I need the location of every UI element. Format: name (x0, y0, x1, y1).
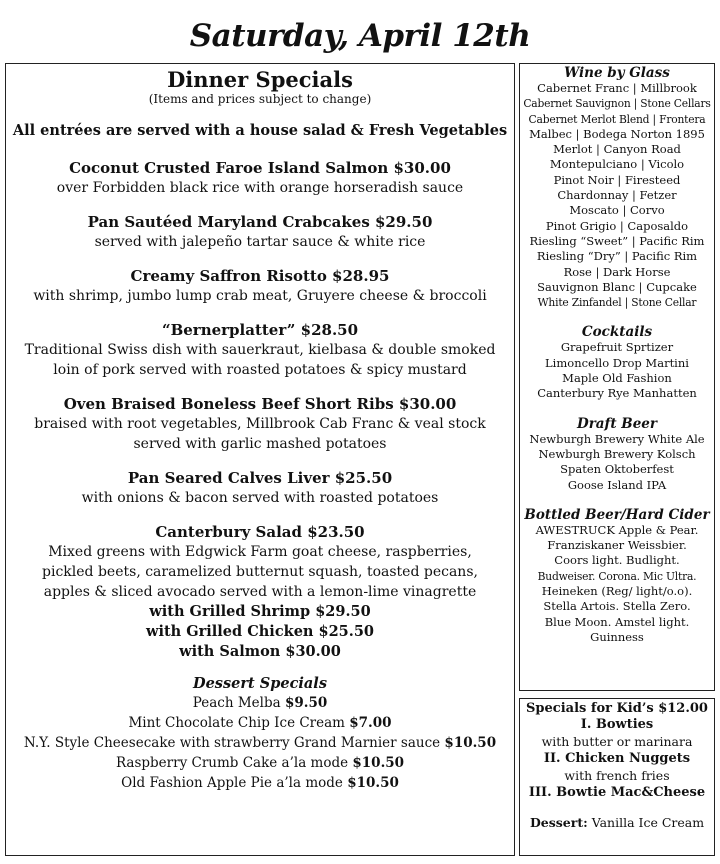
item-desc: Traditional Swiss dish with sauerkraut, kielbasa & double smoked (24, 342, 496, 358)
kids-dessert (520, 815, 714, 831)
wine-heading: Wine by Glass (564, 65, 670, 81)
dessert-item (6, 713, 514, 733)
item-name: Pan Sautéed Maryland Crabcakes $29.50 (87, 213, 433, 231)
salad-addon: with Grilled Shrimp $29.50 (149, 603, 371, 620)
draft-item: Newburgh Brewery White Ale (529, 431, 705, 446)
kids-item-name: I. Bowties (580, 717, 654, 732)
bottled-item: Heineken (Reg/ light/o.o). (541, 584, 693, 599)
item-desc: braised with root vegetables, Millbrook Cab Franc & veal stock (34, 416, 486, 432)
menu-item (6, 266, 514, 306)
item-name: Canterbury Salad $23.50 (155, 523, 365, 541)
cocktail-item: Grapefruit Sprtizer (560, 340, 674, 355)
menu-item (6, 212, 514, 252)
draft-heading: Draft Beer (576, 415, 657, 432)
item-name: Coconut Crusted Faroe Island Salmon $30.00 (69, 159, 451, 177)
wine-item: Malbec | Bodega Norton 1895 (529, 126, 705, 141)
kids-item-desc: with butter or marinara (541, 734, 693, 749)
wine-item: Merlot | Canyon Road (553, 142, 681, 157)
item-desc: Mixed greens with Edgwick Farm goat cheese, raspberries, (48, 544, 472, 560)
dessert-item (6, 693, 514, 713)
wine-item: Montepulciano | Vicolo (549, 157, 685, 172)
dessert-price: $10.50 (352, 755, 405, 771)
dessert-name: Mint Chocolate Chip Ice Cream (128, 715, 350, 731)
kids-dessert-label: Dessert: (529, 815, 588, 830)
dessert-name: Raspberry Crumb Cake a’la mode (115, 755, 353, 771)
entree-note: All entrées are served with a house salad & Fresh Vegetables (12, 122, 508, 139)
bottled-item: Franziskaner Weissbier. (547, 538, 687, 553)
item-desc: served with garlic mashed potatoes (133, 436, 387, 452)
dessert-name: N.Y. Style Cheesecake with strawberry Grand Marnier sauce (23, 735, 445, 751)
item-desc: with onions & bacon served with roasted potatoes (81, 490, 439, 506)
item-desc: pickled beets, caramelized butternut squash, toasted pecans, (42, 564, 478, 580)
bottled-item: Budweiser. Corona. Mic Ultra. (537, 569, 697, 583)
item-desc: with shrimp, jumbo lump crab meat, Gruyere cheese & broccoli (33, 288, 487, 304)
draft-item: Spaten Oktoberfest (560, 462, 674, 477)
dessert-item (6, 773, 514, 793)
wine-item: Cabernet Merlot Blend | Frontera (528, 112, 706, 126)
item-name: “Bernerplatter” $28.50 (161, 321, 359, 339)
wine-item: Pinot Noir | Firesteed (553, 172, 681, 187)
dessert-item (6, 753, 514, 773)
page-title: Saturday, April 12th (189, 18, 531, 54)
kids-item-name: II. Chicken Nuggets (543, 751, 691, 766)
item-desc: over Forbidden black rice with orange horseradish sauce (56, 180, 464, 196)
bottled-item: Coors light. Budlight. (554, 553, 680, 568)
dinner-specials-panel (5, 63, 515, 856)
dessert-name: Peach Melba (192, 695, 285, 711)
dessert-heading: Dessert Specials (193, 675, 327, 692)
dessert-item (6, 733, 514, 753)
kids-specials-panel (519, 698, 715, 856)
dessert-price: $10.50 (347, 775, 399, 791)
wine-item: Riesling “Dry” | Pacific Rim (536, 249, 698, 264)
bottled-heading: Bottled Beer/Hard Cider (524, 506, 710, 523)
dinner-heading: Dinner Specials (167, 67, 353, 92)
kids-item-desc: with french fries (564, 768, 670, 783)
cocktail-item: Canterbury Rye Manhatten (537, 386, 697, 401)
cocktail-item: Limoncello Drop Martini (545, 355, 689, 370)
dessert-name: Old Fashion Apple Pie a’la mode (121, 775, 348, 791)
menu-item (6, 320, 514, 380)
menu-item (6, 468, 514, 508)
item-name: Oven Braised Boneless Beef Short Ribs $30.00 (63, 395, 457, 413)
bottled-item: Guinness (590, 629, 644, 644)
wine-item: Pinot Grigio | Caposaldo (545, 218, 689, 233)
item-name: Creamy Saffron Risotto $28.95 (130, 267, 390, 285)
bottled-item: AWESTRUCK Apple & Pear. (535, 522, 699, 537)
wine-item: Moscato | Corvo (569, 203, 665, 218)
wine-item: Sauvignon Blanc | Cupcake (537, 279, 697, 294)
salad-addon: with Salmon $30.00 (179, 643, 341, 660)
draft-item: Newburgh Brewery Kolsch (538, 446, 696, 461)
dessert-price: $7.00 (349, 715, 392, 731)
salad-addon: with Grilled Chicken $25.50 (145, 623, 374, 640)
item-desc: served with jalepeño tartar sauce & white rice (94, 234, 426, 250)
item-name: Pan Seared Calves Liver $25.50 (127, 469, 393, 487)
item-desc: apples & sliced avocado served with a lemon-lime vinagrette (43, 584, 477, 600)
wine-item: Rose | Dark Horse (563, 264, 671, 279)
draft-item: Goose Island IPA (567, 477, 667, 492)
menu-item (6, 158, 514, 198)
dessert-price: $10.50 (444, 735, 497, 751)
price-note: (Items and prices subject to change) (148, 92, 372, 106)
wine-item: Riesling “Sweet” | Pacific Rim (529, 233, 705, 248)
bottled-item: Stella Artois. Stella Zero. (543, 599, 691, 614)
menu-item (6, 522, 514, 662)
bottled-item: Blue Moon. Amstel light. (544, 614, 690, 629)
dessert-price: $9.50 (284, 695, 328, 711)
wine-item: Chardonnay | Fetzer (557, 188, 677, 203)
wine-item: Cabernet Franc | Millbrook (537, 81, 697, 95)
cocktail-item: Maple Old Fashion (562, 371, 672, 386)
wine-item: Cabernet Sauvignon | Stone Cellars (523, 97, 711, 111)
drinks-panel (519, 63, 715, 691)
kids-heading: Specials for Kid’s $12.00 (526, 701, 708, 716)
cocktails-heading: Cocktails (581, 324, 653, 341)
item-desc: loin of pork served with roasted potatoes & spicy mustard (53, 362, 467, 378)
kids-item-name: III. Bowtie Mac&Cheese (528, 785, 706, 800)
wine-item: White Zinfandel | Stone Cellar (537, 296, 697, 310)
kids-dessert-value: Vanilla Ice Cream (587, 815, 705, 830)
menu-item (6, 394, 514, 454)
